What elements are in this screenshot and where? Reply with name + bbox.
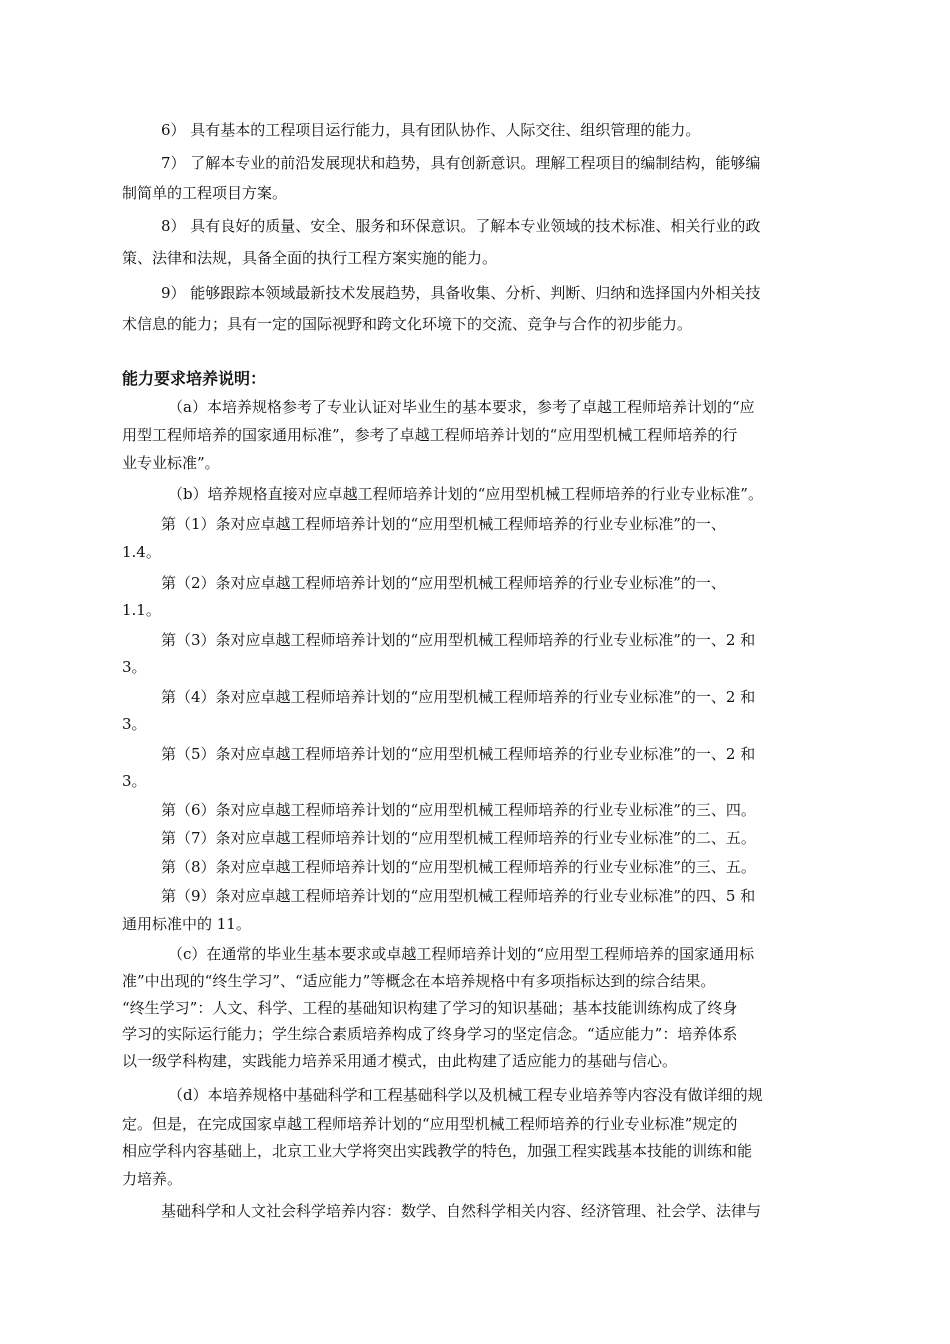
clause-3-line-2: 3。 <box>122 658 147 676</box>
para-d-line-4: 力培养。 <box>122 1170 183 1188</box>
item-7-line-2: 制简单的工程项目方案。 <box>122 184 288 202</box>
clause-1-line-2: 1.4。 <box>122 543 161 561</box>
clause-3-line-1: 第（3）条对应卓越工程师培养计划的“应用型机械工程师培养的行业专业标准”的一、2 和 <box>161 631 756 649</box>
para-d-line-3: 相应学科内容基础上，北京工业大学将突出实践教学的特色，加强工程实践基本技能的训练和能 <box>122 1142 753 1160</box>
para-d-line-1: （d）本培养规格中基础科学和工程基础科学以及机械工程专业培养等内容没有做详细的规 <box>168 1086 763 1104</box>
item-8-line-1: 8） 具有良好的质量、安全、服务和环保意识。了解本专业领域的技术标准、相关行业的政 <box>161 217 761 235</box>
item-9-line-1: 9） 能够跟踪本领域最新技术发展趋势，具备收集、分析、判断、归纳和选择国内外相关技 <box>161 284 761 302</box>
para-a-line-2: 用型工程师培养的国家通用标准”，参考了卓越工程师培养计划的“应用型机械工程师培养的行 <box>122 426 738 444</box>
clause-5-line-2: 3。 <box>122 772 147 790</box>
para-c-line-2: 准”中出现的“终生学习”、“适应能力”等概念在本培养规格中有多项指标达到的综合结果。 <box>122 972 716 990</box>
clause-8: 第（8）条对应卓越工程师培养计划的“应用型机械工程师培养的行业专业标准”的三、五。 <box>161 858 756 876</box>
clause-4-line-1: 第（4）条对应卓越工程师培养计划的“应用型机械工程师培养的行业专业标准”的一、2 和 <box>161 688 756 706</box>
para-b: （b）培养规格直接对应卓越工程师培养计划的“应用型机械工程师培养的行业专业标准”。 <box>168 485 763 503</box>
clause-9-line-1: 第（9）条对应卓越工程师培养计划的“应用型机械工程师培养的行业专业标准”的四、5 和 <box>161 887 756 905</box>
clause-5-line-1: 第（5）条对应卓越工程师培养计划的“应用型机械工程师培养的行业专业标准”的一、2 和 <box>161 745 756 763</box>
para-c-line-1: （c）在通常的毕业生基本要求或卓越工程师培养计划的“应用型工程师培养的国家通用标 <box>168 945 755 963</box>
item-8-line-2: 策、法律和法规，具备全面的执行工程方案实施的能力。 <box>122 249 498 267</box>
clause-2-line-1: 第（2）条对应卓越工程师培养计划的“应用型机械工程师培养的行业专业标准”的一、 <box>161 574 726 592</box>
clause-6: 第（6）条对应卓越工程师培养计划的“应用型机械工程师培养的行业专业标准”的三、四。 <box>161 801 756 819</box>
clause-7: 第（7）条对应卓越工程师培养计划的“应用型机械工程师培养的行业专业标准”的二、五。 <box>161 829 756 847</box>
para-a-line-1: （a）本培养规格参考了专业认证对毕业生的基本要求，参考了卓越工程师培养计划的“应 <box>168 398 755 416</box>
item-6-line-1: 6） 具有基本的工程项目运行能力，具有团队协作、人际交往、组织管理的能力。 <box>161 121 701 139</box>
clause-2-line-2: 1.1。 <box>122 601 161 619</box>
para-c-line-5: 以一级学科构建，实践能力培养采用通才模式，由此构建了适应能力的基础与信心。 <box>122 1052 678 1070</box>
para-a-line-3: 业专业标准”。 <box>122 454 220 472</box>
item-9-line-2: 术信息的能力；具有一定的国际视野和跨文化环境下的交流、竞争与合作的初步能力。 <box>122 315 693 333</box>
clause-1-line-1: 第（1）条对应卓越工程师培养计划的“应用型机械工程师培养的行业专业标准”的一、 <box>161 515 726 533</box>
section-heading: 能力要求培养说明： <box>122 369 267 388</box>
para-d-line-2: 定。但是，在完成国家卓越工程师培养计划的“应用型机械工程师培养的行业专业标准”规定的 <box>122 1115 738 1133</box>
item-7-line-1: 7） 了解本专业的前沿发展现状和趋势，具有创新意识。理解工程项目的编制结构，能够编 <box>161 154 761 172</box>
clause-4-line-2: 3。 <box>122 715 147 733</box>
clause-9-line-2: 通用标准中的 11。 <box>122 915 251 933</box>
para-c-line-3: “终生学习”：人文、科学、工程的基础知识构建了学习的知识基础；基本技能训练构成了终身 <box>122 999 738 1017</box>
basic-science-line: 基础科学和人文社会科学培养内容：数学、自然科学相关内容、经济管理、社会学、法律与 <box>161 1202 762 1220</box>
para-c-line-4: 学习的实际运行能力；学生综合素质培养构成了终身学习的坚定信念。“适应能力”：培养体系 <box>122 1025 738 1043</box>
